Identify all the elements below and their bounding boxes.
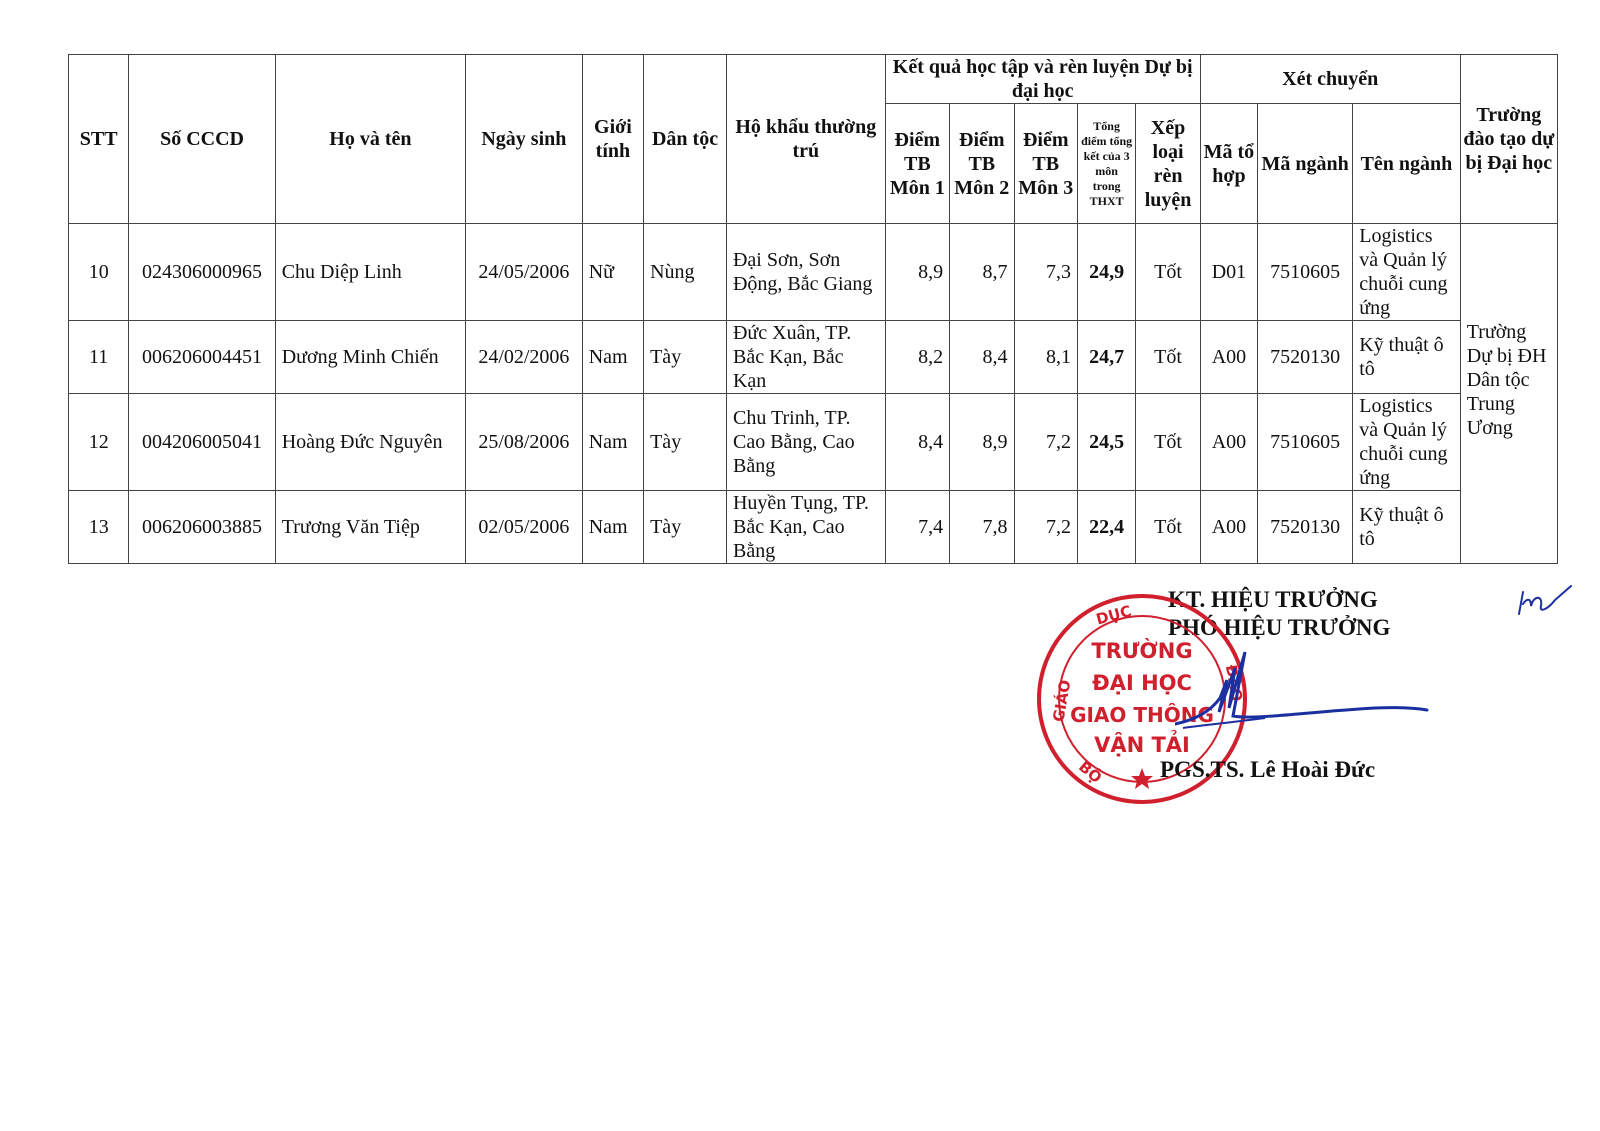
cell-major-name: Kỹ thuật ô tô xyxy=(1353,321,1460,394)
header-combo: Mã tổ hợp xyxy=(1200,104,1257,224)
cell-total: 24,9 xyxy=(1077,224,1135,321)
cell-ethnicity: Tày xyxy=(644,394,727,491)
header-score1: Điểm TB Môn 1 xyxy=(885,104,949,224)
cell-residence: Đức Xuân, TP. Bắc Kạn, Bắc Kạn xyxy=(726,321,885,394)
cell-dob: 02/05/2006 xyxy=(466,491,583,564)
cell-total: 24,7 xyxy=(1077,321,1135,394)
cell-dob: 25/08/2006 xyxy=(466,394,583,491)
cell-name: Dương Minh Chiến xyxy=(275,321,465,394)
cell-stt: 11 xyxy=(69,321,129,394)
cell-score3: 8,1 xyxy=(1014,321,1077,394)
cell-ethnicity: Tày xyxy=(644,321,727,394)
cell-score2: 8,4 xyxy=(950,321,1014,394)
stamp-line3: GIAO THÔNG xyxy=(1070,703,1214,727)
cell-major-code: 7510605 xyxy=(1258,394,1353,491)
header-residence: Hộ khẩu thường trú xyxy=(726,55,885,224)
cell-residence: Chu Trinh, TP. Cao Bằng, Cao Bằng xyxy=(726,394,885,491)
cell-name: Trương Văn Tiệp xyxy=(275,491,465,564)
cell-gender: Nam xyxy=(582,394,643,491)
cell-gender: Nữ xyxy=(582,224,643,321)
header-results-group: Kết quả học tập và rèn luyện Dự bị đại học xyxy=(885,55,1200,104)
cell-school: Trường Dự bị ĐH Dân tộc Trung Ương xyxy=(1460,224,1557,564)
cell-score3: 7,3 xyxy=(1014,224,1077,321)
cell-dob: 24/02/2006 xyxy=(466,321,583,394)
header-ethnicity: Dân tộc xyxy=(644,55,727,224)
cell-score1: 8,4 xyxy=(885,394,949,491)
cell-conduct: Tốt xyxy=(1136,394,1200,491)
cell-dob: 24/05/2006 xyxy=(466,224,583,321)
signature-title-line1: KT. HIỆU TRƯỞNG xyxy=(1168,587,1378,612)
stamp-line2: ĐẠI HỌC xyxy=(1092,671,1192,695)
cell-major-name: Kỹ thuật ô tô xyxy=(1353,491,1460,564)
header-dob: Ngày sinh xyxy=(466,55,583,224)
cell-cccd: 006206003885 xyxy=(129,491,275,564)
cell-ethnicity: Tày xyxy=(644,491,727,564)
cell-gender: Nam xyxy=(582,491,643,564)
cell-major-code: 7520130 xyxy=(1258,321,1353,394)
stamp-ring-left: GIÁO xyxy=(1049,678,1075,724)
signer-name: PGS.TS. Lê Hoài Đức xyxy=(1160,757,1376,782)
cell-conduct: Tốt xyxy=(1136,321,1200,394)
cell-score3: 7,2 xyxy=(1014,491,1077,564)
cell-combo: D01 xyxy=(1200,224,1257,321)
cell-total: 24,5 xyxy=(1077,394,1135,491)
student-table xyxy=(68,54,1558,564)
stamp-line1: TRƯỜNG xyxy=(1091,639,1193,663)
header-conduct: Xếp loại rèn luyện xyxy=(1136,104,1200,224)
cell-stt: 10 xyxy=(69,224,129,321)
cell-residence: Huyền Tụng, TP. Bắc Kạn, Cao Bằng xyxy=(726,491,885,564)
header-school: Trường đào tạo dự bị Đại học xyxy=(1460,55,1557,224)
cell-major-code: 7510605 xyxy=(1258,224,1353,321)
cell-major-name: Logistics và Quản lý chuỗi cung ứng xyxy=(1353,394,1460,491)
header-major-name: Tên ngành xyxy=(1353,104,1460,224)
header-score3: Điểm TB Môn 3 xyxy=(1014,104,1077,224)
header-name: Họ và tên xyxy=(275,55,465,224)
stamp-line4: VẬN TẢI xyxy=(1094,733,1190,757)
header-admission-group: Xét chuyển xyxy=(1200,55,1460,104)
cell-name: Chu Diệp Linh xyxy=(275,224,465,321)
cell-conduct: Tốt xyxy=(1136,224,1200,321)
cell-score3: 7,2 xyxy=(1014,394,1077,491)
cell-combo: A00 xyxy=(1200,321,1257,394)
cell-residence: Đại Sơn, Sơn Động, Bắc Giang xyxy=(726,224,885,321)
handwritten-signature xyxy=(1175,650,1430,755)
cell-score2: 7,8 xyxy=(950,491,1014,564)
table-row xyxy=(69,321,1558,394)
cell-cccd: 006206004451 xyxy=(129,321,275,394)
star-icon xyxy=(1131,768,1153,789)
cell-stt: 12 xyxy=(69,394,129,491)
cell-major-name: Logistics và Quản lý chuỗi cung ứng xyxy=(1353,224,1460,321)
initials-scrawl xyxy=(1515,584,1575,624)
header-cccd: Số CCCD xyxy=(129,55,275,224)
cell-score1: 8,9 xyxy=(885,224,949,321)
cell-combo: A00 xyxy=(1200,394,1257,491)
stamp-ring-bottom: BỘ xyxy=(1075,757,1106,787)
signature-title-line2: PHÓ HIỆU TRƯỞNG xyxy=(1168,615,1391,640)
table-row xyxy=(69,491,1558,564)
cell-score1: 8,2 xyxy=(885,321,949,394)
cell-stt: 13 xyxy=(69,491,129,564)
header-major-code: Mã ngành xyxy=(1258,104,1353,224)
header-stt: STT xyxy=(69,55,129,224)
cell-score2: 8,7 xyxy=(950,224,1014,321)
cell-combo: A00 xyxy=(1200,491,1257,564)
table-row xyxy=(69,224,1558,321)
stamp-ring-right: ĐÀO xyxy=(1221,663,1246,703)
header-score2: Điểm TB Môn 2 xyxy=(950,104,1014,224)
cell-gender: Nam xyxy=(582,321,643,394)
cell-name: Hoàng Đức Nguyên xyxy=(275,394,465,491)
stamp-ring-top: DỤC xyxy=(1094,601,1134,629)
cell-conduct: Tốt xyxy=(1136,491,1200,564)
cell-cccd: 024306000965 xyxy=(129,224,275,321)
cell-total: 22,4 xyxy=(1077,491,1135,564)
header-total: Tổng điểm tổng kết của 3 môn trong THXT xyxy=(1077,104,1135,224)
header-gender: Giới tính xyxy=(582,55,643,224)
cell-ethnicity: Nùng xyxy=(644,224,727,321)
cell-major-code: 7520130 xyxy=(1258,491,1353,564)
cell-score2: 8,9 xyxy=(950,394,1014,491)
cell-score1: 7,4 xyxy=(885,491,949,564)
table-row xyxy=(69,394,1558,491)
cell-cccd: 004206005041 xyxy=(129,394,275,491)
